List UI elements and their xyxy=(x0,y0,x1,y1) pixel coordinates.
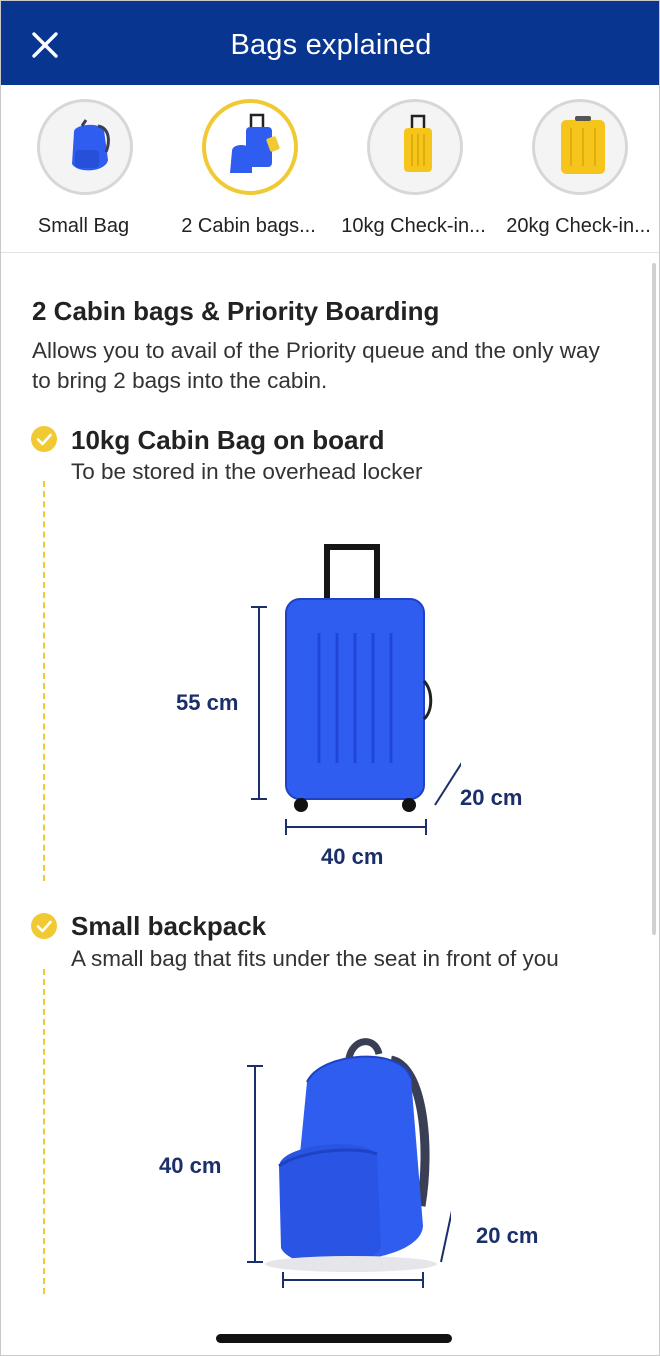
backpack-icon xyxy=(37,99,133,195)
depth-dimension: 20 cm xyxy=(476,1223,539,1248)
height-dimension: 40 cm xyxy=(159,1153,222,1178)
cabin-suitcase-illustration xyxy=(241,541,461,841)
suitcase-icon xyxy=(367,99,463,195)
item-title: 10kg Cabin Bag on board xyxy=(71,425,385,455)
item-subtitle: To be stored in the overhead locker xyxy=(71,459,423,484)
large-suitcase-icon xyxy=(532,99,628,195)
timeline-connector xyxy=(43,969,45,1294)
height-dimension: 55 cm xyxy=(176,690,239,715)
scrollbar[interactable] xyxy=(652,263,656,935)
check-icon xyxy=(31,913,57,939)
home-indicator[interactable] xyxy=(216,1334,452,1343)
bag-option-2-cabin-bags[interactable] xyxy=(166,85,331,253)
depth-dimension: 20 cm xyxy=(460,785,523,810)
section-title: 2 Cabin bags & Priority Boarding xyxy=(32,296,440,326)
section-description: Allows you to avail of the Priority queue and the only way to bring 2 bags into the cabin. xyxy=(32,338,600,393)
bag-option-label: Small Bag xyxy=(37,215,130,237)
bag-option-label: 2 Cabin bags... xyxy=(181,215,316,237)
bag-type-selector xyxy=(1,85,660,253)
item-title: Small backpack xyxy=(71,911,267,941)
top-bar xyxy=(1,1,660,85)
timeline-connector xyxy=(43,481,45,881)
bag-option-label: 10kg Check-in... xyxy=(341,215,486,237)
cabin-bags-icon xyxy=(202,99,298,195)
width-dimension: 40 cm xyxy=(321,844,384,869)
backpack-illustration xyxy=(241,1026,451,1296)
check-icon xyxy=(31,426,57,452)
bag-option-20kg-check-in[interactable] xyxy=(496,85,660,253)
item-subtitle: A small bag that fits under the seat in front of you xyxy=(71,946,559,971)
bag-option-label: 20kg Check-in... xyxy=(506,215,651,237)
bag-option-10kg-check-in[interactable] xyxy=(331,85,496,253)
bag-option-small-bag[interactable] xyxy=(1,85,166,253)
page-title: Bags explained xyxy=(230,29,432,61)
